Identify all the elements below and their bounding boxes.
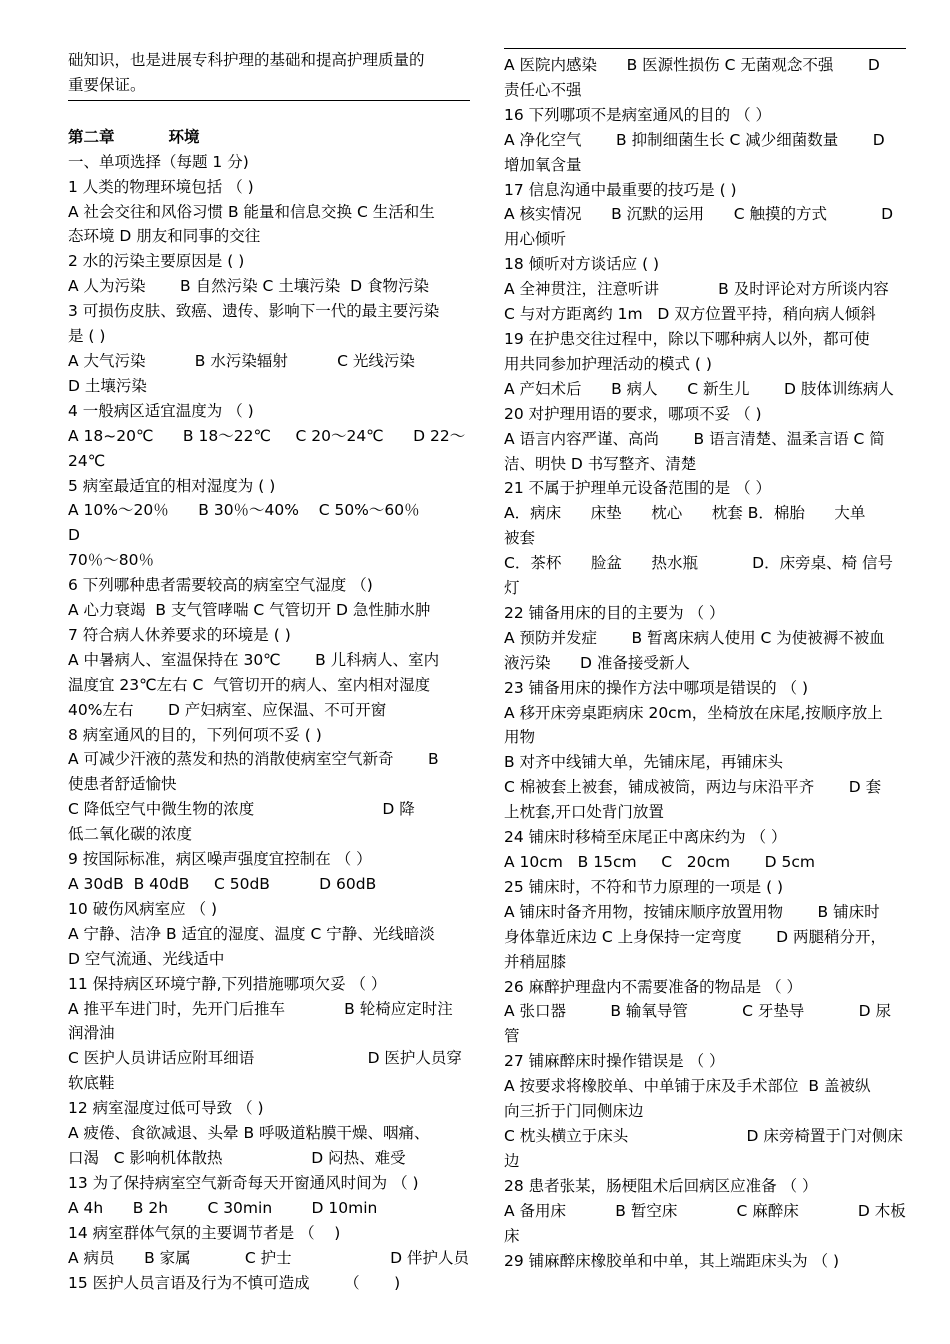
- text-line: 20 对护理用语的要求，哪项不妥 （ ): [504, 404, 762, 423]
- text-line: 责任心不强: [504, 80, 582, 99]
- text-line: 70％～80％: [68, 551, 154, 570]
- text-line: A 核实情况 B 沉默的运用 C 触摸的方式 D: [504, 205, 894, 224]
- text-line: D 空气流通、光线适中: [68, 949, 225, 968]
- text-line: A 产妇术后 B 病人 C 新生儿 D 肢体训练病人: [504, 379, 894, 398]
- chapter-title: 第二章 环境: [68, 127, 200, 146]
- text-line: A 净化空气 B 抑制细菌生长 C 减少细菌数量 D: [504, 130, 885, 149]
- text-line: A 语言内容严谨、高尚 B 语言清楚、温柔言语 C 简: [504, 429, 885, 448]
- text-line: 3 可损伤皮肤、致癌、遗传、影响下一代的最主要污染: [68, 302, 440, 321]
- text-line: 15 医护人员言语及行为不慎可造成 （ ): [68, 1273, 401, 1292]
- text-line: A 预防并发症 B 暂离床病人使用 C 为使被褥不被血: [504, 628, 885, 647]
- text-line: C 与对方距离约 1m D 双方位置平持，稍向病人倾斜: [504, 305, 876, 324]
- text-line: A 按要求将橡胶单、中单铺于床及手术部位 B 盖被纵: [504, 1077, 871, 1096]
- text-line: A 张口器 B 输氧导管 C 牙垫导 D 尿: [504, 1002, 891, 1021]
- text-line: 础知识，也是进展专科护理的基础和提高护理质量的: [68, 51, 425, 69]
- text-line: A 全神贯注，注意听讲 B 及时评论对方所谈内容: [504, 280, 889, 299]
- text-line: 洁、明快 D 书写整齐、清楚: [504, 454, 697, 473]
- text-line: 25 铺床时，不符和节力原理的一项是 ( ): [504, 877, 784, 896]
- text-line: A 10cm B 15cm C 20cm D 5cm: [504, 853, 815, 871]
- text-line: B 对齐中线铺大单，先铺床尾，再铺床头: [504, 753, 784, 772]
- text-line: 10 破伤风病室应 （ ): [68, 899, 218, 918]
- text-line: A 大气污染 B 水污染辐射 C 光线污染: [68, 351, 415, 370]
- text-line: 9 按国际标准，病区噪声强度宜控制在 （ ）: [68, 850, 372, 869]
- text-line: A 人为污染 B 自然污染 C 土壤污染 D 食物污染: [68, 277, 429, 296]
- text-line: 2 水的污染主要原因是 ( ): [68, 252, 245, 271]
- text-line: 26 麻醉护理盘内不需要准备的物品是 （ ）: [504, 977, 803, 996]
- text-line: 用心倾听: [504, 230, 567, 249]
- text-line: A．病床 床垫 枕心 枕套 B．棉胎 大单: [504, 504, 866, 523]
- text-line: A 医院内感染 B 医源性损伤 C 无菌观念不强 D: [504, 56, 880, 74]
- text-line: 温度宜 23℃左右 C 气管切开的病人、室内相对湿度: [68, 675, 431, 694]
- text-line: 边: [504, 1151, 520, 1170]
- left-column: [68, 48, 470, 1295]
- text-line: A 备用床 B 暂空床 C 麻醉床 D 木板: [504, 1201, 906, 1220]
- text-line: 用物: [504, 728, 536, 747]
- text-line: 液污染 D 准备接受新人: [504, 653, 690, 672]
- text-line: 是 ( ): [68, 327, 106, 346]
- text-line: A 社会交往和风俗习惯 B 能量和信息交换 C 生活和生: [68, 202, 435, 221]
- text-line: D 土壤污染: [68, 376, 147, 395]
- text-line: A 推平车进门时，先开门后推车 B 轮椅应定时注: [68, 999, 453, 1018]
- text-line: A 疲倦、食欲减退、头晕 B 呼吸道粘膜干燥、咽痛、: [68, 1124, 430, 1143]
- section-divider: [68, 100, 470, 101]
- text-line: 用共同参加护理活动的模式 ( ): [504, 354, 712, 373]
- text-line: A 10%～20％ B 30％～40% C 50%～60％ D: [68, 501, 460, 545]
- text-line: A 铺床时备齐用物，按铺床顺序放置用物 B 铺床时: [504, 902, 880, 921]
- text-line: 12 病室湿度过低可导致 （ ): [68, 1099, 264, 1118]
- text-line: 身体靠近床边 C 上身保持一定弯度 D 两腿稍分开，: [504, 927, 887, 946]
- text-line: 24℃: [68, 451, 106, 470]
- text-line: 21 不属于护理单元设备范围的是 （ ）: [504, 479, 772, 498]
- text-line: 管: [504, 1027, 520, 1046]
- text-line: 口渴 C 影响机体散热 D 闷热、难受: [68, 1148, 406, 1167]
- text-line: 态环境 D 朋友和同事的交往: [68, 227, 261, 246]
- left-question-list: [68, 150, 470, 1296]
- text-line: A 可减少汗液的蒸发和热的消散使病室空气新奇 B: [68, 750, 439, 769]
- text-line: A 30dB B 40dB C 50dB D 60dB: [68, 875, 377, 893]
- intro-paragraph: [68, 48, 470, 98]
- text-line: 上枕套,开口处背门放置: [504, 803, 664, 822]
- text-line: A 中暑病人、室温保持在 30℃ B 儿科病人、室内: [68, 650, 440, 669]
- text-line: 润滑油: [68, 1024, 115, 1043]
- text-line: A 4h B 2h C 30min D 10min: [68, 1198, 378, 1217]
- text-line: 7 符合病人休养要求的环境是 ( ): [68, 625, 291, 644]
- text-line: 重要保证。: [68, 75, 146, 94]
- text-line: 14 病室群体气氛的主要调节者是 （ ): [68, 1223, 341, 1242]
- text-line: A 18~20℃ B 18～22℃ C 20～24℃ D 22～: [68, 426, 466, 445]
- text-line: 16 下列哪项不是病室通风的目的 （ ）: [504, 105, 772, 124]
- text-line: 床: [504, 1226, 520, 1245]
- text-line: C 枕头横立于床头 D 床旁椅置于门对侧床: [504, 1126, 903, 1145]
- text-line: 13 为了保持病室空气新奇每天开窗通风时间为 （ ): [68, 1173, 419, 1192]
- text-line: 4 一般病区适宜温度为 （ ): [68, 401, 254, 420]
- text-line: A 病员 B 家属 C 护士 D 伴护人员: [68, 1248, 470, 1267]
- text-line: 8 病室通风的目的，下列何项不妥 ( ): [68, 725, 322, 744]
- text-line: A 心力衰竭 B 支气管哮喘 C 气管切开 D 急性肺水肿: [68, 601, 431, 620]
- text-line: 被套: [504, 529, 536, 548]
- right-question-list: [504, 53, 906, 1273]
- text-line: C 降低空气中微生物的浓度 D 降: [68, 800, 415, 819]
- text-line: 灯: [504, 579, 520, 598]
- text-line: 27 铺麻醉床时操作错误是 （ ）: [504, 1052, 725, 1071]
- text-line: 19 在护患交往过程中，除以下哪种病人以外，都可使: [504, 329, 870, 348]
- text-line: 22 铺备用床的目的主要为 （ ）: [504, 603, 725, 622]
- text-line: C 棉被套上被套，铺成被筒，两边与床沿平齐 D 套: [504, 778, 882, 797]
- text-line: 29 铺麻醉床橡胶单和中单，其上端距床头为 （ ): [504, 1251, 840, 1270]
- text-line: 软底鞋: [68, 1074, 115, 1093]
- text-line: C．茶杯 脸盆 热水瓶 D．床旁桌、椅 信号: [504, 554, 894, 573]
- text-line: 28 患者张某，肠梗阻术后回病区应准备 （ ）: [504, 1176, 818, 1195]
- text-line: 一、单项选择（每题 1 分): [68, 152, 249, 171]
- text-line: A 宁静、洁净 B 适宜的湿度、温度 C 宁静、光线暗淡: [68, 924, 435, 943]
- text-line: 17 信息沟通中最重要的技巧是 ( ): [504, 180, 737, 199]
- text-line: 1 人类的物理环境包括 （ ): [68, 177, 254, 196]
- text-line: 40%左右 D 产妇病室、应保温、不可开窗: [68, 700, 387, 719]
- right-column: [504, 48, 906, 1273]
- text-line: 使患者舒适愉快: [68, 775, 177, 794]
- text-line: C 医护人员讲话应附耳细语 D 医护人员穿: [68, 1049, 462, 1068]
- text-line: 6 下列哪种患者需要较高的病室空气湿度 （): [68, 576, 373, 595]
- text-line: 23 铺备用床的操作方法中哪项是错误的 （ ): [504, 678, 809, 697]
- text-line: 并稍屈膝: [504, 952, 567, 971]
- top-rule: [504, 48, 906, 49]
- text-line: 11 保持病区环境宁静,下列措施哪项欠妥 （ ）: [68, 974, 387, 993]
- text-line: 增加氧含量: [504, 155, 582, 174]
- text-line: 24 铺床时移椅至床尾正中离床约为 （ ）: [504, 828, 787, 847]
- text-line: 向三折于门同侧床边: [504, 1102, 644, 1121]
- text-line: 低二氧化碳的浓度: [68, 825, 193, 844]
- text-line: A 移开床旁桌距病床 20cm，坐椅放在床尾,按顺序放上: [504, 703, 883, 722]
- text-line: 18 倾听对方谈话应 ( ): [504, 255, 660, 274]
- text-line: 5 病室最适宜的相对湿度为 ( ): [68, 476, 276, 495]
